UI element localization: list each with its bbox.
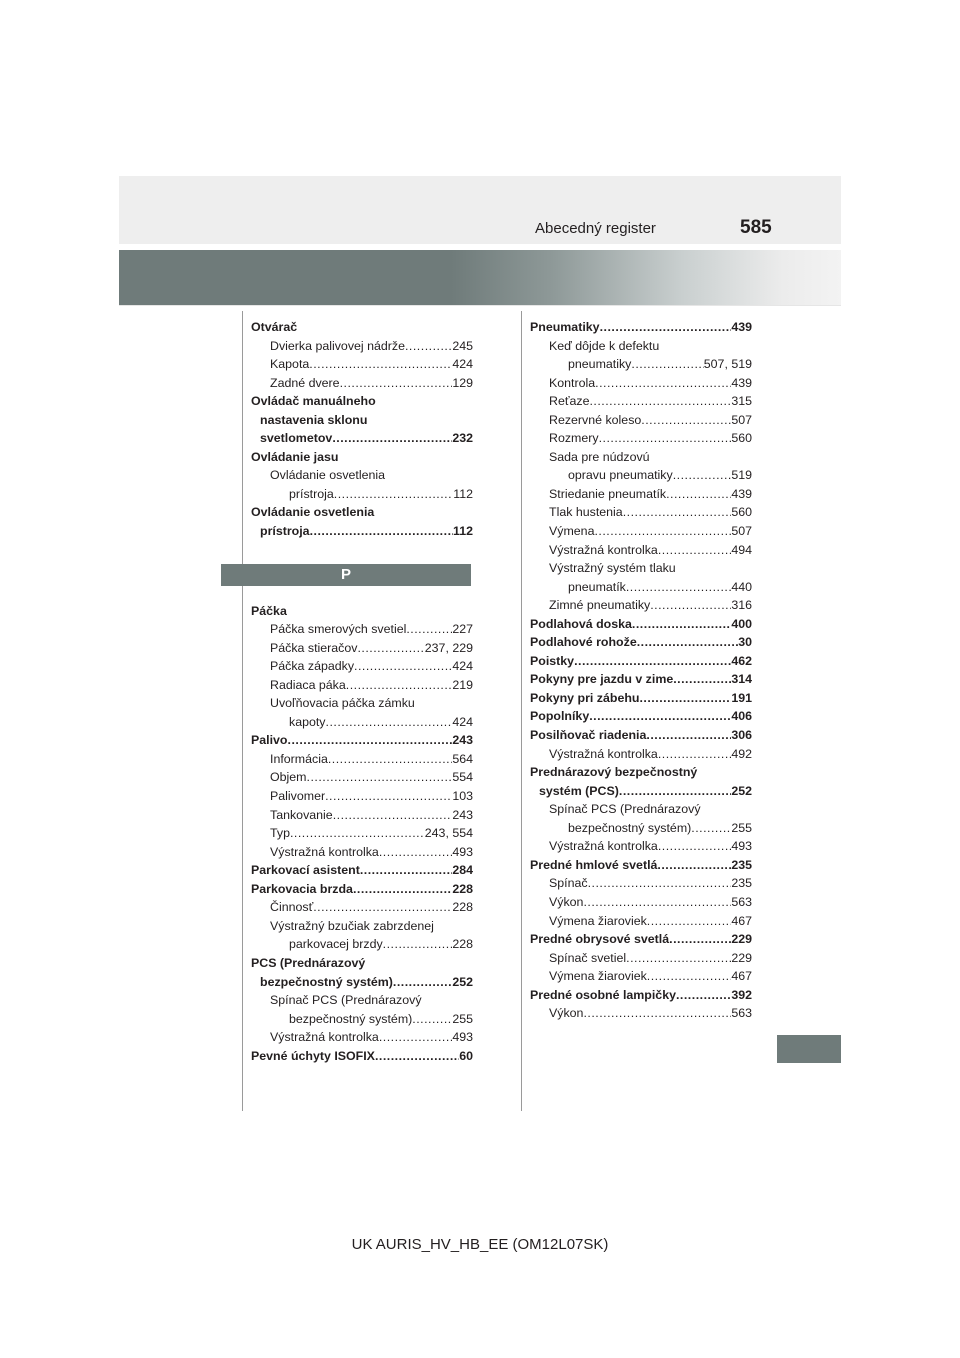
entry-term: Objem bbox=[270, 770, 307, 785]
dot-leader bbox=[658, 837, 732, 856]
entry-term: Parkovacia brzda bbox=[251, 881, 353, 896]
entry-term: Pokyny pri zábehu bbox=[530, 690, 640, 705]
entry-page-ref: 564 bbox=[452, 751, 473, 766]
entry-page-ref: 424 bbox=[452, 357, 473, 372]
entry-term: Spínač svetiel bbox=[549, 950, 627, 965]
entry-term: Zimné pneumatiky bbox=[549, 598, 651, 613]
index-entry-sub bbox=[530, 374, 752, 393]
entry-term: Kontrola bbox=[549, 375, 596, 390]
dot-leader bbox=[393, 973, 452, 992]
index-entry-sub bbox=[530, 912, 752, 931]
index-entry-main bbox=[251, 429, 473, 448]
index-entry-main bbox=[251, 973, 473, 992]
index-column-right bbox=[530, 318, 752, 1023]
index-entry-sub bbox=[530, 837, 752, 856]
index-entry-sub bbox=[251, 657, 473, 676]
entry-page-ref: 229 bbox=[731, 950, 752, 965]
index-entry-main bbox=[530, 782, 752, 801]
index-entry-sub: Výstražný bzučiak zabrzdenej bbox=[270, 918, 434, 933]
entry-page-ref: 400 bbox=[731, 616, 752, 631]
dot-leader bbox=[599, 429, 732, 448]
document-code: UK AURIS_HV_HB_EE (OM12L07SK) bbox=[351, 1236, 609, 1253]
index-entry-sub bbox=[251, 768, 473, 787]
index-entry-sub bbox=[251, 843, 473, 862]
index-entry-sub: Ovládanie osvetlenia bbox=[270, 468, 386, 483]
dot-leader bbox=[623, 503, 732, 522]
index-entry-sub: Sada pre núdzovú bbox=[549, 449, 650, 464]
index-entry-sub: Keď dôjde k defektu bbox=[549, 338, 660, 353]
index-entry-sub bbox=[530, 503, 752, 522]
index-entry-sub bbox=[251, 485, 473, 504]
entry-page-ref: 560 bbox=[731, 431, 752, 446]
dot-leader bbox=[333, 806, 453, 825]
index-entry-sub: Výstražný systém tlaku bbox=[549, 561, 676, 576]
index-group-o bbox=[251, 318, 473, 541]
index-entry-sub bbox=[530, 874, 752, 893]
entry-page-ref: 60 bbox=[459, 1048, 473, 1063]
entry-term: Predné obrysové svetlá bbox=[530, 932, 670, 947]
entry-page-ref: 424 bbox=[452, 659, 473, 674]
dot-leader bbox=[647, 967, 732, 986]
index-entry-sub bbox=[530, 967, 752, 986]
entry-term: systém (PCS) bbox=[539, 783, 619, 798]
dot-leader bbox=[328, 750, 452, 769]
entry-page-ref: 227 bbox=[452, 622, 473, 637]
entry-page-ref: 228 bbox=[452, 881, 473, 896]
index-entry-sub bbox=[251, 787, 473, 806]
entry-page-ref: 467 bbox=[731, 969, 752, 984]
entry-page-ref: 519 bbox=[731, 468, 752, 483]
dot-leader bbox=[658, 541, 732, 560]
entry-page-ref: 243, 554 bbox=[424, 826, 473, 841]
entry-page-ref: 30 bbox=[738, 635, 752, 650]
dot-leader bbox=[589, 707, 731, 726]
index-entry-sub bbox=[530, 541, 752, 560]
entry-page-ref: 392 bbox=[731, 987, 752, 1002]
dot-leader bbox=[412, 1010, 452, 1029]
index-entry-sub bbox=[251, 935, 473, 954]
dot-leader bbox=[646, 726, 731, 745]
index-entry-main bbox=[530, 318, 752, 337]
entry-page-ref: 112 bbox=[453, 524, 473, 539]
dot-leader bbox=[595, 374, 731, 393]
dot-leader bbox=[353, 880, 452, 899]
entry-term: Posilňovač riadenia bbox=[530, 728, 647, 743]
index-entry-main: PCS (Prednárazový bbox=[251, 955, 366, 970]
entry-term: Predné hmlové svetlá bbox=[530, 857, 658, 872]
index-entry-main: Ovládanie osvetlenia bbox=[251, 505, 375, 520]
dot-leader bbox=[307, 768, 453, 787]
index-entry-main: Prednárazový bezpečnostný bbox=[530, 765, 698, 780]
index-entry-main bbox=[251, 522, 473, 541]
index-entry-main bbox=[251, 861, 473, 880]
dot-leader bbox=[405, 337, 452, 356]
index-entry-sub bbox=[251, 639, 473, 658]
dot-leader bbox=[325, 787, 452, 806]
entry-page-ref: 237, 229 bbox=[424, 640, 473, 655]
index-entry-sub bbox=[530, 429, 752, 448]
index-entry-sub bbox=[530, 411, 752, 430]
section-letter-bar: P bbox=[221, 564, 471, 586]
dot-leader bbox=[375, 1047, 459, 1066]
entry-page-ref: 284 bbox=[452, 863, 473, 878]
entry-term: Podlahová doska bbox=[530, 616, 632, 631]
entry-term: Výstražná kontrolka bbox=[270, 1030, 379, 1045]
entry-term: kapoty bbox=[289, 714, 326, 729]
dot-leader bbox=[334, 485, 453, 504]
entry-term: Rozmery bbox=[549, 431, 599, 446]
entry-term: Spínač bbox=[549, 876, 588, 891]
index-entry-main: Ovládanie jasu bbox=[251, 449, 339, 464]
entry-term: Pokyny pre jazdu v zime bbox=[530, 672, 674, 687]
entry-page-ref: 554 bbox=[452, 770, 473, 785]
entry-term: Reťaze bbox=[549, 394, 590, 409]
entry-term: pneumatík bbox=[568, 579, 626, 594]
header-divider bbox=[119, 305, 841, 306]
entry-page-ref: 507 bbox=[731, 524, 752, 539]
header-gradient-bar bbox=[119, 250, 841, 305]
index-entry-sub bbox=[530, 819, 752, 838]
entry-term: Páčka západky bbox=[270, 659, 355, 674]
right-column-rule bbox=[521, 311, 522, 1111]
dot-leader bbox=[379, 843, 453, 862]
entry-page-ref: 406 bbox=[731, 709, 752, 724]
entry-page-ref: 507 bbox=[731, 412, 752, 427]
dot-leader bbox=[332, 429, 452, 448]
index-entry-sub bbox=[251, 898, 473, 917]
dot-leader bbox=[340, 374, 453, 393]
dot-leader bbox=[346, 676, 453, 695]
index-entry-main bbox=[530, 670, 752, 689]
index-entry-main bbox=[530, 652, 752, 671]
dot-leader bbox=[669, 930, 731, 949]
dot-leader bbox=[650, 596, 731, 615]
dot-leader bbox=[626, 949, 731, 968]
index-entry-main: Otvárač bbox=[251, 320, 298, 334]
entry-page-ref: 563 bbox=[731, 894, 752, 909]
index-group-p-right bbox=[530, 318, 752, 1023]
entry-term: Pneumatiky bbox=[530, 320, 600, 334]
dot-leader bbox=[290, 824, 425, 843]
dot-leader bbox=[600, 318, 732, 337]
index-entry-main bbox=[530, 726, 752, 745]
entry-term: Tankovanie bbox=[270, 807, 333, 822]
entry-page-ref: 306 bbox=[731, 728, 752, 743]
index-entry-sub bbox=[251, 1010, 473, 1029]
entry-page-ref: 252 bbox=[452, 974, 473, 989]
entry-page-ref: 129 bbox=[452, 375, 473, 390]
dot-leader bbox=[583, 893, 731, 912]
entry-term: bezpečnostný systém) bbox=[289, 1011, 413, 1026]
page-number: 585 bbox=[740, 217, 772, 238]
dot-leader bbox=[676, 986, 731, 1005]
entry-term: Činnosť bbox=[270, 900, 314, 915]
entry-term: opravu pneumatiky bbox=[568, 468, 673, 483]
index-entry-sub bbox=[251, 1028, 473, 1047]
entry-page-ref: 243 bbox=[452, 807, 473, 822]
dot-leader bbox=[637, 633, 738, 652]
index-entry-main bbox=[530, 986, 752, 1005]
index-entry-sub bbox=[251, 824, 473, 843]
dot-leader bbox=[326, 713, 453, 732]
entry-page-ref: 112 bbox=[453, 486, 473, 501]
dot-leader bbox=[626, 578, 731, 597]
dot-leader bbox=[357, 639, 424, 658]
index-entry-sub bbox=[251, 374, 473, 393]
index-entry-sub bbox=[251, 750, 473, 769]
entry-term: Páčka smerových svetiel bbox=[270, 622, 407, 637]
entry-page-ref: 219 bbox=[452, 677, 473, 692]
dot-leader bbox=[632, 615, 731, 634]
index-entry-main bbox=[530, 707, 752, 726]
index-entry-sub bbox=[530, 485, 752, 504]
index-entry-sub: Uvoľňovacia páčka zámku bbox=[270, 696, 415, 711]
entry-term: Informácia bbox=[270, 751, 328, 766]
entry-term: Tlak hustenia bbox=[549, 505, 623, 520]
index-entry-sub bbox=[251, 355, 473, 374]
entry-term: Výstražná kontrolka bbox=[270, 844, 379, 859]
entry-page-ref: 439 bbox=[731, 375, 752, 390]
entry-term: Výmena žiaroviek bbox=[549, 913, 647, 928]
entry-term: Výstražná kontrolka bbox=[549, 542, 658, 557]
dot-leader bbox=[594, 522, 731, 541]
dot-leader bbox=[658, 745, 732, 764]
entry-page-ref: 252 bbox=[731, 783, 752, 798]
index-entry-sub bbox=[530, 466, 752, 485]
entry-term: Výstražná kontrolka bbox=[549, 839, 658, 854]
entry-term: Podlahové rohože bbox=[530, 635, 637, 650]
entry-page-ref: 440 bbox=[731, 579, 752, 594]
entry-page-ref: 245 bbox=[452, 338, 473, 353]
entry-term: Páčka stieračov bbox=[270, 640, 358, 655]
entry-page-ref: 563 bbox=[731, 1006, 752, 1021]
entry-page-ref: 493 bbox=[731, 839, 752, 854]
entry-page-ref: 560 bbox=[731, 505, 752, 520]
dot-leader bbox=[588, 874, 732, 893]
index-entry-sub bbox=[251, 806, 473, 825]
index-entry-main bbox=[251, 1047, 473, 1066]
index-entry-sub bbox=[530, 578, 752, 597]
entry-page-ref: 493 bbox=[452, 1030, 473, 1045]
entry-page-ref: 229 bbox=[731, 932, 752, 947]
dot-leader bbox=[309, 355, 452, 374]
index-entry-sub bbox=[530, 522, 752, 541]
dot-leader bbox=[691, 819, 731, 838]
entry-page-ref: 439 bbox=[731, 320, 752, 334]
dot-leader bbox=[666, 485, 731, 504]
dot-leader bbox=[406, 620, 452, 639]
entry-term: Parkovací asistent bbox=[251, 863, 360, 878]
dot-leader bbox=[647, 912, 732, 931]
index-entry-sub bbox=[530, 596, 752, 615]
entry-page-ref: 316 bbox=[731, 598, 752, 613]
entry-term: Rezervné koleso bbox=[549, 412, 642, 427]
index-entry-main bbox=[530, 633, 752, 652]
entry-page-ref: 191 bbox=[731, 690, 752, 705]
entry-page-ref: 492 bbox=[731, 746, 752, 761]
dot-leader bbox=[310, 522, 453, 541]
entry-term: Palivomer bbox=[270, 789, 326, 804]
entry-term: Výmena bbox=[549, 524, 595, 539]
dot-leader bbox=[631, 355, 703, 374]
entry-page-ref: 235 bbox=[731, 876, 752, 891]
entry-page-ref: 314 bbox=[731, 672, 752, 687]
entry-term: Typ bbox=[270, 826, 290, 841]
entry-term: svetlometov bbox=[260, 431, 333, 446]
entry-term: Výkon bbox=[549, 1006, 584, 1021]
entry-term: Predné osobné lampičky bbox=[530, 987, 676, 1002]
left-column-rule bbox=[242, 311, 243, 1111]
entry-page-ref: 315 bbox=[731, 394, 752, 409]
entry-term: prístroja bbox=[289, 486, 334, 501]
dot-leader bbox=[583, 1004, 731, 1023]
index-entry-main: Ovládač manuálneho bbox=[251, 394, 376, 409]
dot-leader bbox=[657, 856, 731, 875]
dot-leader bbox=[673, 466, 732, 485]
entry-term: prístroja bbox=[260, 524, 310, 539]
index-entry-main: Páčka bbox=[251, 603, 287, 618]
chapter-side-tab bbox=[777, 1035, 841, 1063]
entry-page-ref: 439 bbox=[731, 486, 752, 501]
index-entry-sub bbox=[530, 1004, 752, 1023]
index-entry-main bbox=[251, 880, 473, 899]
entry-page-ref: 467 bbox=[731, 913, 752, 928]
index-entry-sub bbox=[251, 337, 473, 356]
dot-leader bbox=[379, 1028, 453, 1047]
entry-term: Zadné dvere bbox=[270, 375, 340, 390]
index-entry-sub bbox=[530, 949, 752, 968]
index-entry-main bbox=[251, 731, 473, 750]
entry-term: Pevné úchyty ISOFIX bbox=[251, 1048, 375, 1063]
index-column-left bbox=[251, 318, 473, 1065]
index-entry-sub bbox=[530, 745, 752, 764]
entry-term: bezpečnostný systém) bbox=[260, 974, 393, 989]
index-entry-sub bbox=[530, 893, 752, 912]
index-entry-main bbox=[530, 689, 752, 708]
entry-term: pneumatiky bbox=[568, 357, 632, 372]
dot-leader bbox=[641, 411, 731, 430]
index-entry-sub bbox=[251, 713, 473, 732]
index-entry-main bbox=[530, 930, 752, 949]
entry-term: Výstražná kontrolka bbox=[549, 746, 658, 761]
index-entry-sub bbox=[251, 620, 473, 639]
entry-term: Popolníky bbox=[530, 709, 590, 724]
dot-leader bbox=[288, 731, 453, 750]
entry-term: Výkon bbox=[549, 894, 584, 909]
entry-term: parkovacej brzdy bbox=[289, 937, 383, 952]
entry-page-ref: 228 bbox=[452, 937, 473, 952]
entry-term: Dvierka palivovej nádrže bbox=[270, 338, 405, 353]
entry-term: Radiaca páka bbox=[270, 677, 346, 692]
entry-term: Poistky bbox=[530, 653, 575, 668]
entry-page-ref: 494 bbox=[731, 542, 752, 557]
dot-leader bbox=[574, 652, 731, 671]
index-entry-main bbox=[530, 856, 752, 875]
dot-leader bbox=[673, 670, 731, 689]
entry-page-ref: 103 bbox=[452, 789, 473, 804]
header-band bbox=[119, 176, 841, 244]
index-entry-main: nastavenia sklonu bbox=[260, 412, 368, 427]
dot-leader bbox=[589, 392, 731, 411]
entry-page-ref: 507, 519 bbox=[703, 357, 752, 372]
entry-page-ref: 424 bbox=[452, 714, 473, 729]
entry-page-ref: 235 bbox=[731, 857, 752, 872]
entry-page-ref: 255 bbox=[731, 820, 752, 835]
index-entry-sub: Spínač PCS (Prednárazový bbox=[549, 802, 701, 817]
dot-leader bbox=[639, 689, 731, 708]
index-group-p-left bbox=[251, 602, 473, 1066]
index-entry-sub: Spínač PCS (Prednárazový bbox=[270, 993, 422, 1008]
header-title: Abecedný register bbox=[535, 220, 656, 237]
entry-term: Výmena žiaroviek bbox=[549, 969, 647, 984]
dot-leader bbox=[619, 782, 731, 801]
dot-leader bbox=[354, 657, 452, 676]
dot-leader bbox=[383, 935, 453, 954]
index-entry-sub bbox=[530, 355, 752, 374]
index-entry-sub bbox=[251, 676, 473, 695]
entry-page-ref: 232 bbox=[452, 431, 473, 446]
entry-term: bezpečnostný systém) bbox=[568, 820, 692, 835]
entry-page-ref: 255 bbox=[452, 1011, 473, 1026]
entry-term: Palivo bbox=[251, 733, 288, 748]
dot-leader bbox=[313, 898, 452, 917]
index-entry-sub bbox=[530, 392, 752, 411]
dot-leader bbox=[360, 861, 452, 880]
entry-term: Striedanie pneumatík bbox=[549, 486, 667, 501]
entry-term: Kapota bbox=[270, 357, 310, 372]
entry-page-ref: 243 bbox=[452, 733, 473, 748]
index-entry-main bbox=[530, 615, 752, 634]
entry-page-ref: 493 bbox=[452, 844, 473, 859]
entry-page-ref: 228 bbox=[452, 900, 473, 915]
entry-page-ref: 462 bbox=[731, 653, 752, 668]
